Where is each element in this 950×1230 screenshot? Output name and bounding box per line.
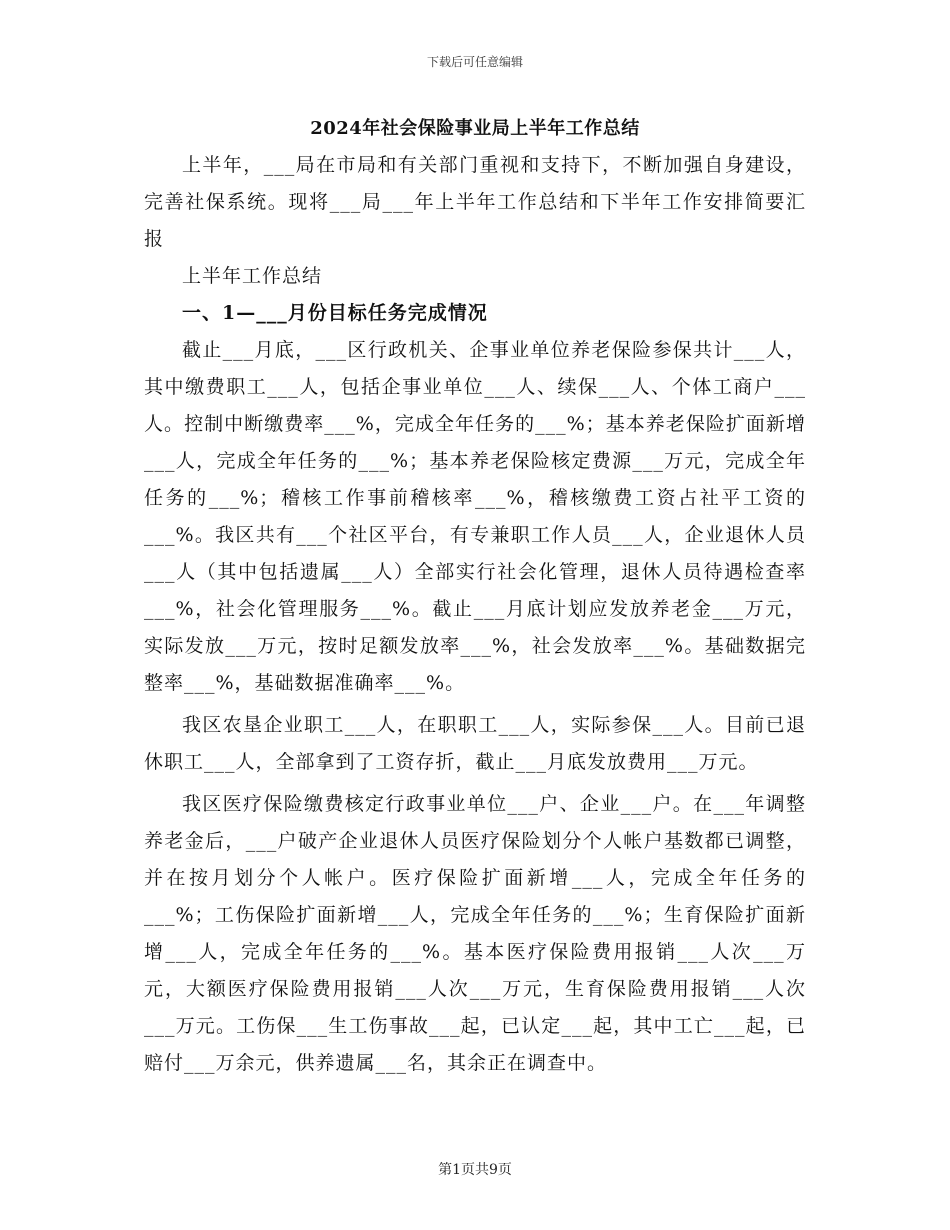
page-number: 第1页共9页	[438, 1162, 512, 1178]
document-title: 2024年社会保险事业局上半年工作总结	[310, 118, 640, 139]
body-paragraph: 我区农垦企业职工___人，在职职工___人，实际参保___人。目前已退休职工___人，全部拿到了工资存折，截止___月底发放费用___万元。	[144, 714, 806, 773]
document-body	[144, 113, 806, 1082]
section-label: 上半年工作总结	[182, 265, 323, 287]
page-header-note: 下载后可任意编辑	[426, 55, 523, 69]
section-subheading: 一、1—___月份目标任务完成情况	[182, 302, 488, 324]
body-paragraph: 截止___月底，___区行政机关、企事业单位养老保险参保共计___人，其中缴费职工___人，包括企事业单位___人、续保___人、个体工商户___人。控制中断缴费率___%，完成全年任务的___%；基本养老保险扩面新增___人，完成全年任务的___%；基本养老保险核定费源___万元，完成全年任务的___%；稽核工作事前稽核率___%，稽核缴费工资占社平工资的___%。我区共有___个社区平台，有专兼职工作人员___人，企业退休人员___人（其中包括遗属___人）全部实行社会化管理，退休人员待遇检查率___%，社会化管理服务___%。截止___月底计划应发放养老金___万元，实际发放___万元，按时足额发放率___%，社会发放率___%。基础数据完整率___%，基础数据准确率___%。	[144, 339, 806, 694]
body-paragraph: 我区医疗保险缴费核定行政事业单位___户、企业___户。在___年调整养老金后，___户破产企业退休人员医疗保险划分个人帐户基数都已调整，并在按月划分个人帐户。医疗保险扩面新增___人，完成全年任务的___%；工伤保险扩面新增___人，完成全年任务的___%；生育保险扩面新增___人，完成全年任务的___%。基本医疗保险费用报销___人次___万元，大额医疗保险费用报销___人次___万元，生育保险费用报销___人次___万元。工伤保___生工伤事故___起，已认定___起，其中工亡___起，已赔付___万余元，供养遗属___名，其余正在调查中。	[144, 793, 806, 1074]
intro-paragraph: 上半年，___局在市局和有关部门重视和支持下，不断加强自身建设，完善社保系统。现将___局___年上半年工作总结和下半年工作安排简要汇报	[144, 154, 806, 250]
